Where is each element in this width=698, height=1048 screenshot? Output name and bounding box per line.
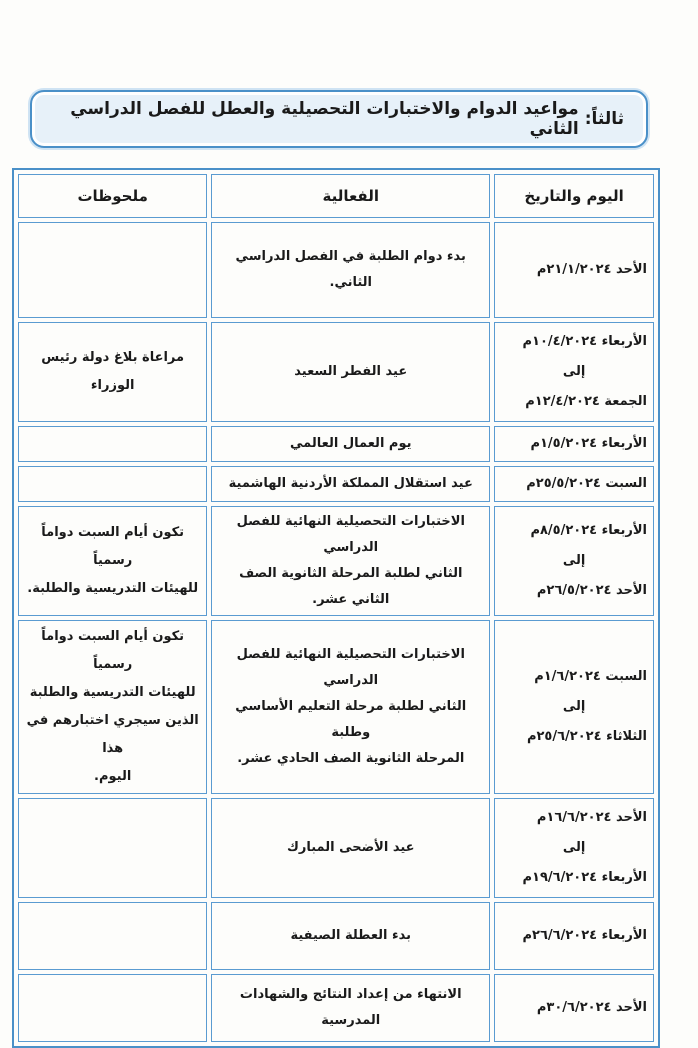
- row-date: [494, 974, 654, 1042]
- table-row: [18, 620, 654, 794]
- row-note: تكون أيام السبت دواماً رسمياً للهيئات التدريسية والطلبة الذين سيجري اختبارهم في هذا اليوم.: [18, 620, 207, 794]
- row-date: [494, 620, 654, 794]
- row-note: [18, 974, 207, 1042]
- table-row: [18, 426, 654, 462]
- header-notes: ملحوظات: [18, 174, 207, 218]
- row-activity: عيد استقلال المملكة الأردنية الهاشمية: [211, 466, 490, 502]
- section-title: [30, 90, 648, 148]
- table-row: [18, 222, 654, 318]
- row-note: [18, 426, 207, 462]
- date-line: الأحد ٣٠/٦/٢٠٢٤م: [536, 1000, 647, 1015]
- table-row: [18, 466, 654, 502]
- date-line: الأربعاء ٢٦/٦/٢٠٢٤م: [522, 928, 647, 943]
- row-date: [494, 506, 654, 616]
- row-note: [18, 902, 207, 970]
- date-line: الثلاثاء ٢٥/٦/٢٠٢٤م: [526, 729, 647, 744]
- row-activity: عيد الفطر السعيد: [211, 322, 490, 422]
- table-row: [18, 506, 654, 616]
- date-line: السبت ١/٦/٢٠٢٤م: [534, 669, 647, 684]
- row-activity: الانتهاء من إعداد النتائج والشهادات المدرسية: [211, 974, 490, 1042]
- table-header-row: [18, 174, 654, 218]
- row-note: [18, 466, 207, 502]
- row-activity: بدء دوام الطلبة في الفصل الدراسي الثاني.: [211, 222, 490, 318]
- date-line: إلى: [562, 699, 586, 714]
- table-row: [18, 902, 654, 970]
- row-date: [494, 466, 654, 502]
- date-line: إلى: [562, 553, 586, 568]
- row-note: [18, 798, 207, 898]
- date-line: الأربعاء ٨/٥/٢٠٢٤م: [530, 523, 647, 538]
- section-title-prefix: ثالثاً:: [584, 109, 624, 129]
- row-date: [494, 902, 654, 970]
- table-row: [18, 798, 654, 898]
- row-date: [494, 798, 654, 898]
- date-line: إلى: [562, 840, 586, 855]
- header-date: اليوم والتاريخ: [494, 174, 654, 218]
- row-note: تكون أيام السبت دواماً رسمياً للهيئات التدريسية والطلبة.: [18, 506, 207, 616]
- schedule-rows: [18, 222, 654, 1042]
- row-activity: يوم العمال العالمي: [211, 426, 490, 462]
- date-line: الجمعة ١٢/٤/٢٠٢٤م: [525, 394, 647, 409]
- row-activity: الاختبارات التحصيلية النهائية للفصل الدراسي الثاني لطلبة المرحلة الثانوية الصف الثاني عشر.: [211, 506, 490, 616]
- row-activity: بدء العطلة الصيفية: [211, 902, 490, 970]
- date-line: الأربعاء ١٩/٦/٢٠٢٤م: [522, 870, 647, 885]
- header-activity: الفعالية: [211, 174, 490, 218]
- row-date: [494, 222, 654, 318]
- row-activity: الاختبارات التحصيلية النهائية للفصل الدراسي الثاني لطلبة مرحلة التعليم الأساسي وطلبة المرحلة الثانوية الصف الحادي عشر.: [211, 620, 490, 794]
- table-row: [18, 974, 654, 1042]
- schedule-table: [12, 168, 660, 1048]
- date-line: الأحد ٢١/١/٢٠٢٤م: [536, 262, 647, 277]
- date-line: الأربعاء ١٠/٤/٢٠٢٤م: [522, 334, 647, 349]
- row-note: [18, 222, 207, 318]
- row-date: [494, 426, 654, 462]
- date-line: الأحد ٢٦/٥/٢٠٢٤م: [536, 583, 647, 598]
- date-line: الأحد ١٦/٦/٢٠٢٤م: [536, 810, 647, 825]
- row-note: مراعاة بلاغ دولة رئيس الوزراء: [18, 322, 207, 422]
- row-date: [494, 322, 654, 422]
- section-title-text: مواعيد الدوام والاختبارات التحصيلية والعطل للفصل الدراسي الثاني: [70, 99, 579, 139]
- table-row: [18, 322, 654, 422]
- date-line: إلى: [562, 364, 586, 379]
- date-line: الأربعاء ١/٥/٢٠٢٤م: [530, 436, 647, 451]
- row-activity: عيد الأضحى المبارك: [211, 798, 490, 898]
- date-line: السبت ٢٥/٥/٢٠٢٤م: [526, 476, 647, 491]
